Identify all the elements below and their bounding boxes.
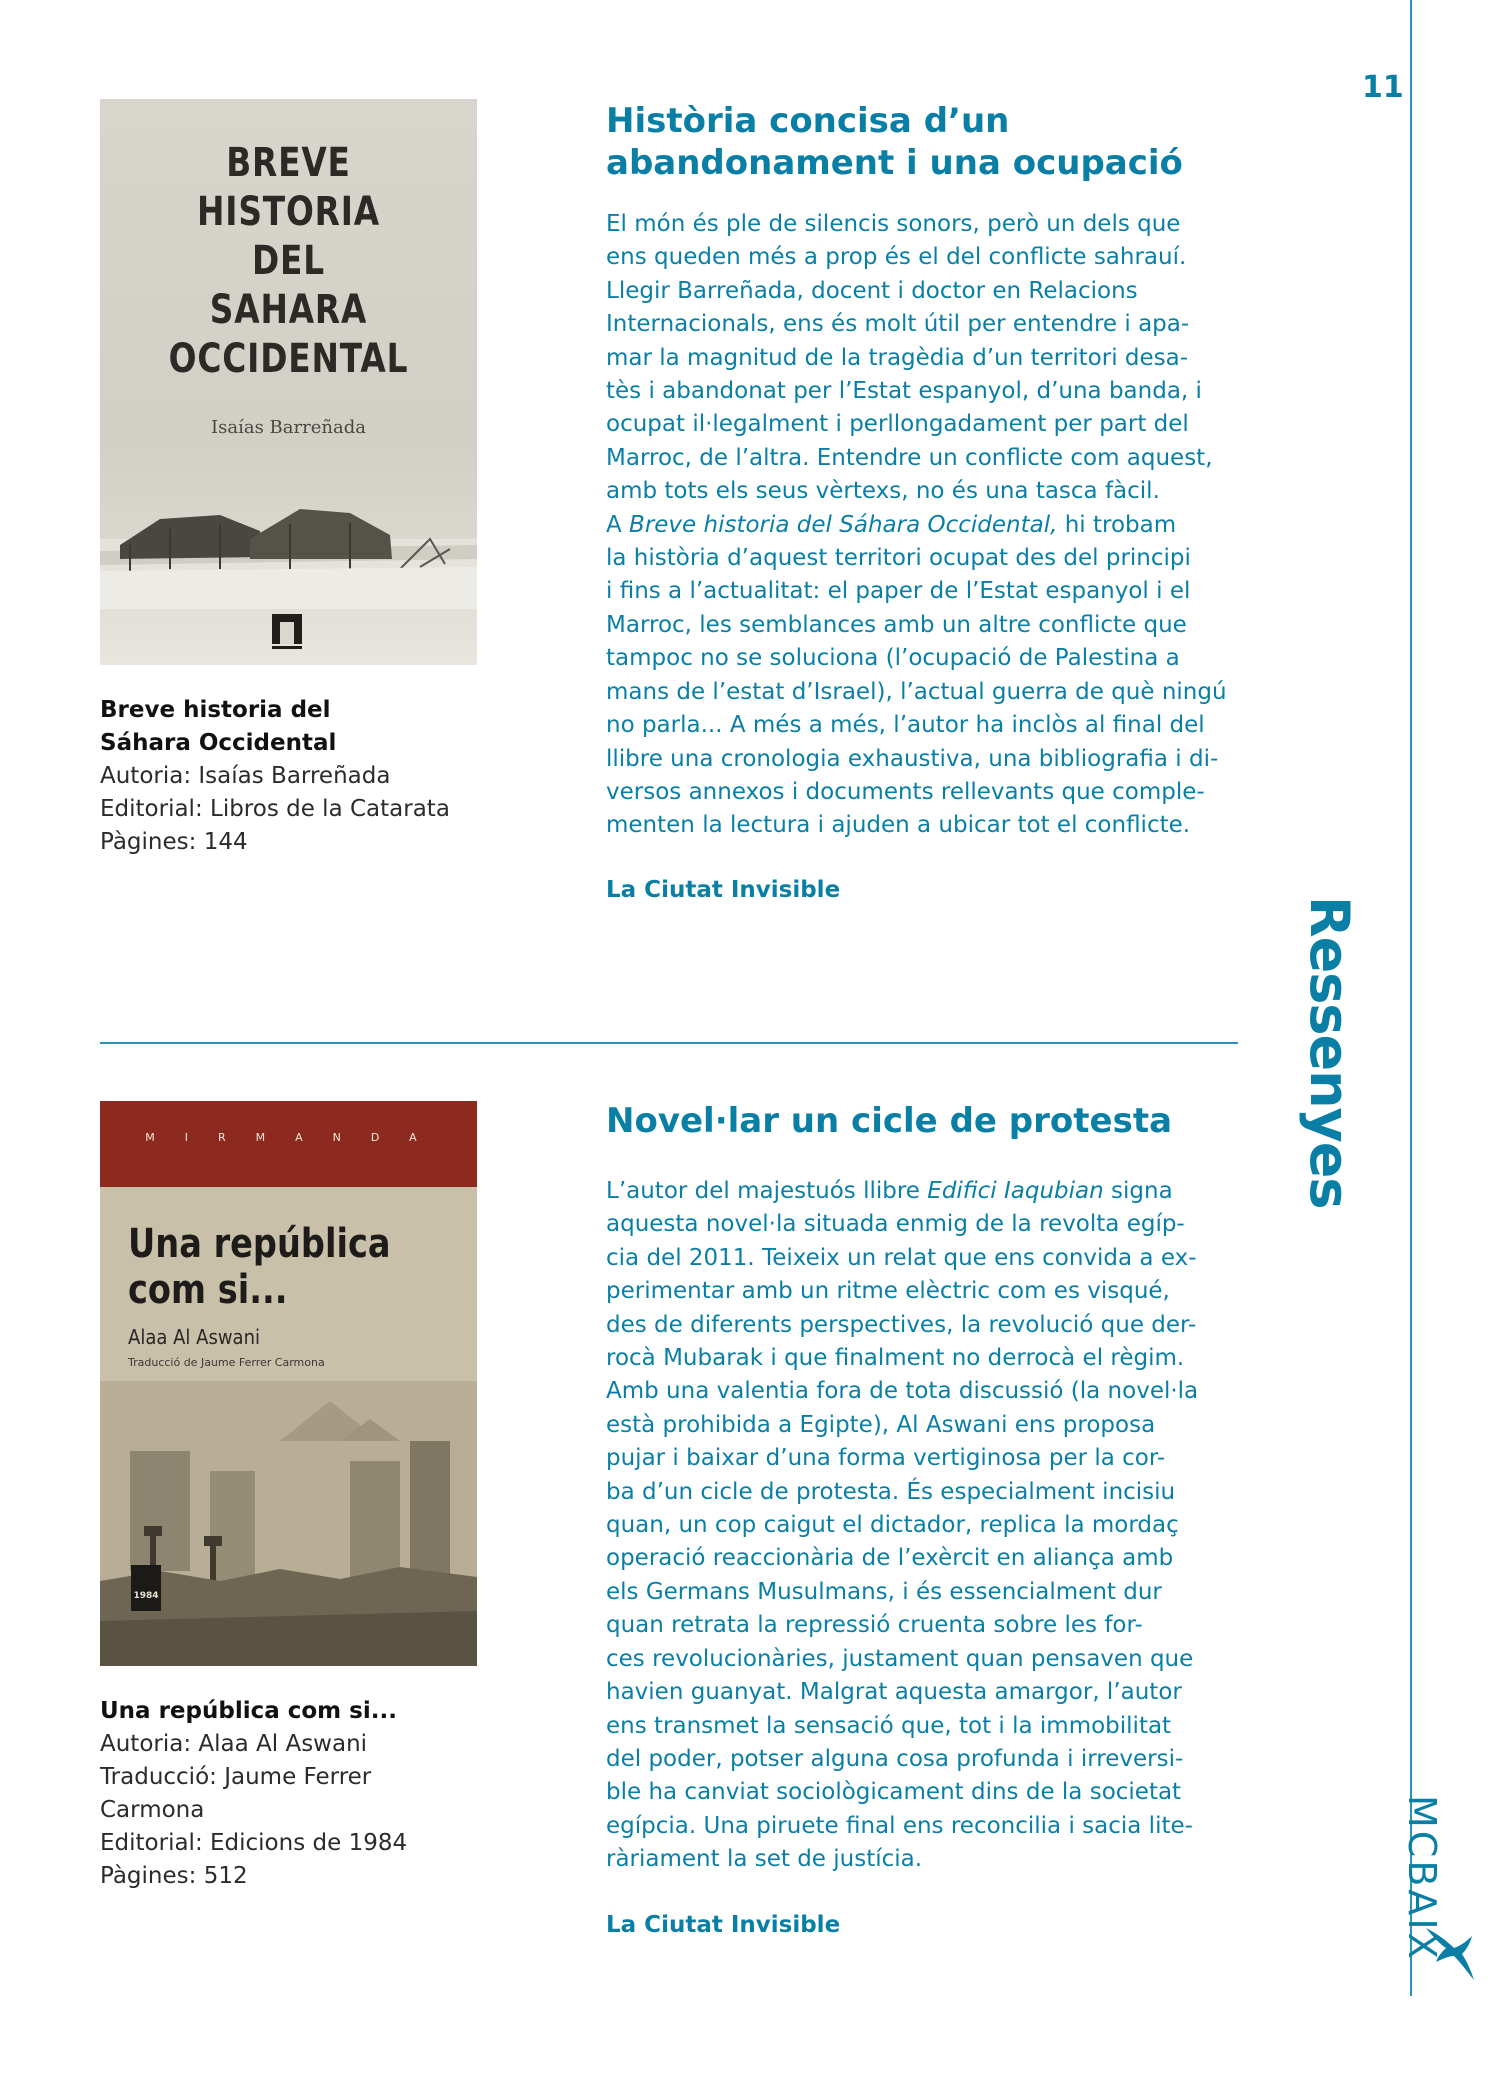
desert-tents-illustration (100, 479, 477, 609)
book-title-line: Una república com si... (100, 1698, 397, 1724)
cairo-skyline-illustration (100, 1381, 477, 1666)
cover-author: Isaías Barreñada (211, 417, 366, 438)
cover-band (100, 1101, 477, 1187)
book-detail: Autoria: Isaías Barreñada (100, 763, 391, 789)
cover-author: Alaa Al Aswani (128, 1325, 260, 1349)
cover-title: BREVE HISTORIA DEL SAHARA OCCIDENTAL (168, 140, 409, 382)
book-detail: Editorial: Libros de la Catarata (100, 796, 450, 822)
book-title-line: Sáhara Occidental (100, 730, 337, 756)
book-detail: Autoria: Alaa Al Aswani (100, 1731, 368, 1757)
review-title: Història concisa d’un abandonament i una ocupació (606, 101, 1183, 183)
review-body: L’autor del majestuós llibre Edifici Iaqubian signa aquesta novel·la situada enmig de la revolta egíp- cia del 2011. Teixeix un relat que ens convida a ex- perimentar amb un ritme elèctric com es visqué, des de diferents perspectives, la revolució que der- rocà Mubarak i que finalment no derrocà el règim. Amb una valentia fora de tota discussió (la novel·la està prohibida a Egipte), Al Aswani ens proposa pujar i baixar d’una forma vertiginosa per la cor- ba d’un cicle de protesta. És especialment incisiu quan, un cop caigut el dictador, replica la mordaç operació reaccionària de l’exèrcit en aliança amb els Germans Musulmans, i és essencialment dur quan retrata la repressió cruenta sobre les for- ces revolucionàries, justament quan pensaven que havien guanyat. Malgrat aquesta amargor, l’autor ens transmet la sensació que, tot i la immobilitat del poder, potser alguna cosa profunda i irreversi- ble ha canviat sociològicament dins de la societat egípcia. Una piruete final ens reconcilia i sacia lite- ràriament la set de justícia. (606, 1178, 1199, 1873)
book-cover-republica (100, 1101, 477, 1666)
bird-logo-icon (1420, 1922, 1478, 1984)
book-detail: Pàgines: 144 (100, 829, 248, 855)
book-info-republica (100, 1695, 407, 1893)
book-detail: Traducció: Jaume Ferrer (100, 1764, 372, 1790)
book-detail: Editorial: Edicions de 1984 (100, 1830, 408, 1856)
book-title-line: Breve historia del (100, 697, 331, 723)
review-signature: La Ciutat Invisible (606, 1912, 841, 1938)
page-number: 11 (1362, 70, 1404, 105)
cover-series: MIRMANDA (145, 1131, 447, 1144)
cover-translator: Traducció de Jaume Ferrer Carmona (128, 1356, 325, 1369)
cover-title: Una república com si... (128, 1221, 391, 1313)
book-info-sahara (100, 694, 450, 859)
magazine-brand: MCBAIX (1400, 1795, 1444, 1962)
publisher-badge: 1984 (131, 1565, 161, 1611)
book-detail: Pàgines: 512 (100, 1863, 248, 1889)
book-detail: Carmona (100, 1797, 205, 1823)
section-divider (100, 1042, 1238, 1044)
section-title: Ressenyes (1298, 896, 1361, 1209)
review-signature: La Ciutat Invisible (606, 877, 841, 903)
margin-rule (1410, 0, 1412, 1996)
review-title: Novel·lar un cicle de protesta (606, 1101, 1173, 1141)
book-cover-sahara (100, 99, 477, 665)
review-body: El món és ple de silencis sonors, però un dels que ens queden més a prop és el del conflicte sahrauí. Llegir Barreñada, docent i doctor en Relacions Internacionals, ens és molt útil per entendre i apa- mar la magnitud de la tragèdia d’un territori desa- tès i abandonat per l’Estat espanyol, d’una banda, i ocupat il·legalment i perllongadament per part del Marroc, de l’altra. Entendre un conflicte com aquest, amb tots els seus vèrtexs, no és una tasca fàcil. A Breve historia del Sáhara Occidental, hi trobam la història d’aquest territori ocupat des del principi i fins a l’actualitat: el paper de l’Estat espanyol i el Marroc, les semblances amb un altre conflicte que tampoc no se soluciona (l’ocupació de Palestina a mans de l’estat d’Israel), l’actual guerra de què ningú no parla... A més a més, l’autor ha inclòs al final del llibre una cronologia exhaustiva, una bibliografia i di- versos annexos i documents rellevants que comple- menten la lectura i ajuden a ubicar tot el conflicte. (606, 211, 1227, 839)
publisher-logo-icon (272, 614, 302, 650)
